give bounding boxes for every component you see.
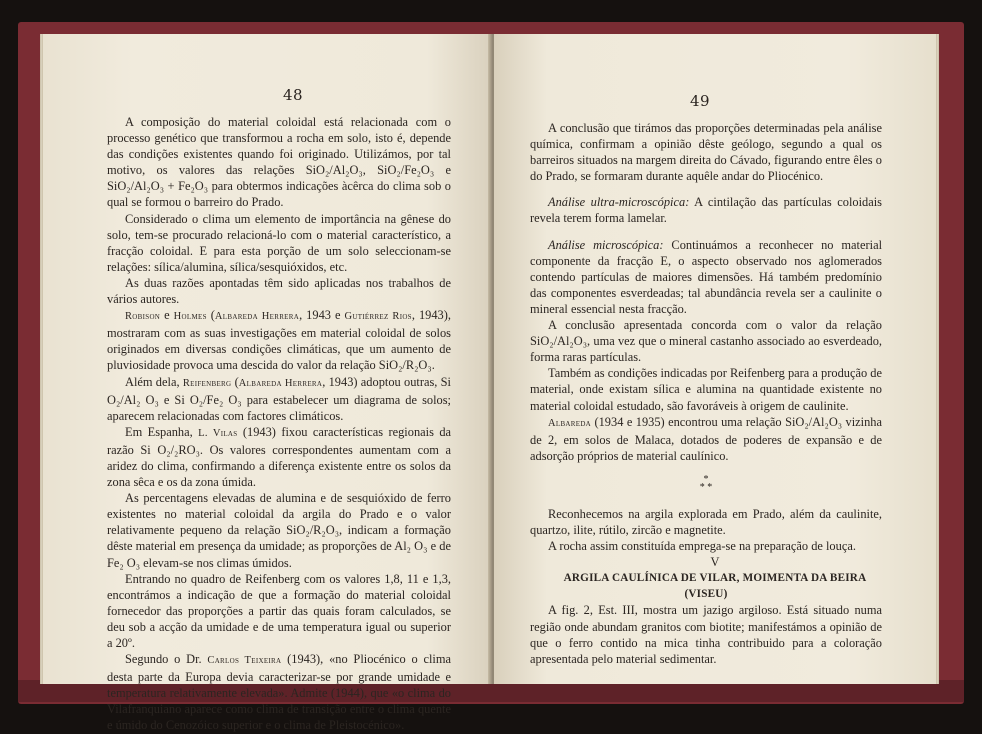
paragraph: Albareda (1934 e 1935) encontrou uma relação SiO₂/Al₂O₃ vizinha de 2, em solos de Malaca, dotados de poderes de expansão e de adsorção próprios de material caulínico. — [530, 414, 882, 463]
section-label: Análise microscópica: — [548, 237, 664, 252]
citation: Gutiérrez Rios — [344, 311, 412, 323]
citation: Albareda — [548, 417, 592, 429]
section-number: V — [710, 555, 720, 570]
asterism: * * * — [699, 473, 713, 493]
paragraph: Análise ultra-microscópica: A cintilação das partículas coloidais revela terem forma lamelar. — [530, 195, 882, 226]
citation: Holmes — [173, 311, 207, 323]
citation: Robison — [125, 311, 161, 323]
paragraph: Também as condições indicadas por Reifenberg para a produção de material, onde existam sílica e alumina na quantidade existente no material coloidal estudado, são favoráveis à origem de caulinite. — [530, 366, 882, 413]
right-page — [494, 34, 939, 684]
citation: Albareda Herrera — [214, 311, 300, 323]
citation: Reifenberg — [182, 377, 232, 389]
paragraph: Reconhecemos na argila explorada em Prado, além da caulinite, quartzo, ilite, rútilo, zircão e magnetite. — [530, 506, 882, 537]
page-number-right: 49 — [690, 92, 711, 110]
right-page-body — [530, 120, 882, 667]
left-page — [40, 34, 495, 733]
citation: Albareda Herrera — [238, 377, 323, 389]
left-page-body — [107, 114, 451, 734]
paragraph: As percentagens elevadas de alumina e de sesquióxido de ferro existentes no material coloidal da argila do Prado e o valor relativamente pequeno da relação SiO₂/R₂O₃, indicam a formação dêste material em presença da umidade; as proporções de Al₂ O₃ e de Fe₂ O₃ elevam-se nos climas úmidos. — [107, 491, 451, 570]
paragraph: Segundo o Dr. Carlos Teixeira (1943), «no Pliocénico o clima desta parte da Europa devia caracterizar-se por grande umidade e temperatura relativamente elevada». Admite (1944), que «o clima do Vilafranquiano aparece como clima de transição entre o clima quente e úmido do Cenozóico superior e o clima de Pleistocénico». — [107, 652, 452, 733]
paragraph: Análise microscópica: Continuámos a reconhecer no material componente da fracção E, o aspecto observado nos aglomerados contendo partículas de maiores dimensões. Há também predomínio das componentes esverdeadas; tal abundância revela ser a caulinite o mineral essencial nesta fracção. — [530, 237, 883, 316]
paragraph: A conclusão que tirámos das proporções determinadas pela análise química, confirmam a opinião dêste geólogo, segundo a qual os barreiros situados na margem direita do Cávado, figurando entre êles o do Prado, se formaram durante aquêle andar do Pliocénico. — [530, 121, 882, 184]
paragraph: Em Espanha, L. Vilas (1943) fixou características regionais da razão Si O₂/₂RO₃. Os valores correspondentes aumentam com a aridez do clima, confirmando a diferença existente entre os solos da zona sêca e os da zona úmida. — [107, 424, 452, 490]
citation: Carlos Teixeira — [207, 655, 282, 667]
paragraph: A fig. 2, Est. III, mostra um jazigo argiloso. Está situado numa região onde abundam granitos com biotite; manifestámos a opinião de que o ferro contido na mica tinha contribuido para a coloração apresentada pelo material sedimentar. — [530, 603, 882, 666]
paragraph: A conclusão apresentada concorda com o valor da relação SiO₂/Al₂O₃, uma vez que o mineral castanho associado ao esverdeado, forma raras partículas. — [530, 318, 882, 365]
paragraph: A rocha assim constituída emprega-se na preparação de louça. — [548, 539, 856, 554]
section-heading: ARGILA CAULÍNICA DE VILAR, MOIMENTA DA BEIRA (VISEU) — [563, 572, 867, 601]
paragraph: Além dela, Reifenberg (Albareda Herrera, 1943) adoptou outras, Si O₂/Al₂ O₃ e Si O₂/Fe₂ O₃ para estabelecer um diagrama de solos; aparecem relacionadas com factores climáticos. — [107, 374, 452, 423]
paragraph: Entrando no quadro de Reifenberg com os valores 1,8, 11 e 1,3, encontrámos a indicação de que a formação do material coloidal fornecedor das proporções a partir das quais foram calculados, se deu sob a acção da umidade e de uma temperatura igual ou superior a 20º. — [107, 571, 451, 650]
paragraph: A composição do material coloidal está relacionada com o processo genético que transformou a rocha em solo, isto é, depende das condições existentes quando foi originado. Utilizámos, por tal motivo, os valores das relações SiO₂/Al₂O₃, SiO₂/Fe₂O₃ e SiO₂/Al₂O₃ + Fe₂O₃ para obtermos indicações àcêrca do clima sob o qual se formou o barreiro do Prado. — [107, 115, 451, 210]
paragraph: Considerado o clima um elemento de importância na gênese do solo, tem-se procurado relacioná-lo com o material característico, a fracção coloidal. E para esta porção de um solo seleccionam-se relações: sílica/alumina, sílica/sesquióxidos, etc. — [107, 211, 451, 274]
paragraph: As duas razões apontadas têm sido aplicadas nos trabalhos de vários autores. — [107, 275, 451, 307]
section-label: Análise ultra-microscópica: — [548, 195, 690, 210]
paragraph: Robison e Holmes (Albareda Herrera, 1943 e Gutiérrez Rios, 1943), mostraram com as suas investigações em material coloidal de solos originados em diversas condições climáticas, que um aumento de pluviosidade provoca uma descida do valor da relação SiO₂/R₂O₃. — [107, 308, 451, 373]
citation: L. Vilas — [198, 427, 238, 439]
page-number-left: 48 — [283, 86, 304, 104]
